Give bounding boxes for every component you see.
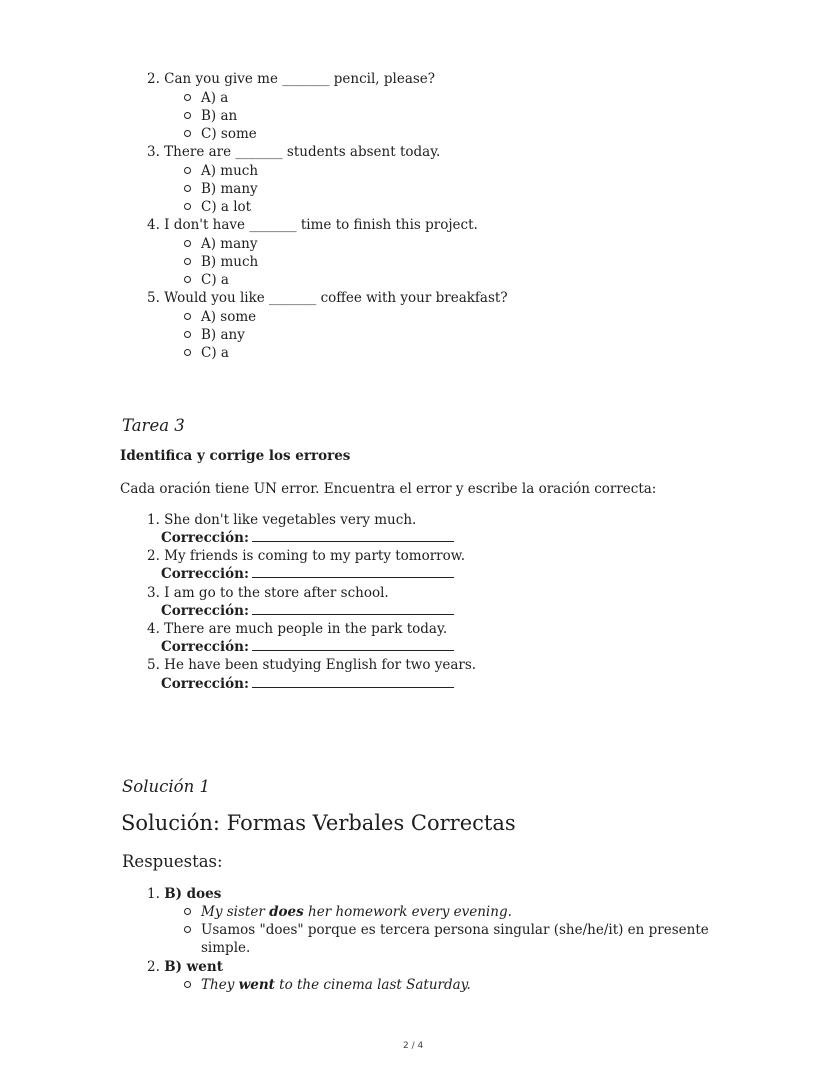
bullet-icon — [184, 276, 191, 283]
bullet-icon — [184, 258, 191, 265]
solution-1-label: Solución 1 — [122, 777, 210, 796]
answer-explanation: Usamos "does" porque es tercera persona singular (she/he/it) en presente — [201, 921, 709, 939]
question-4: 4. I don't have _______ time to finish this project. — [147, 217, 478, 233]
question-3: 3. There are _______ students absent today. — [147, 144, 441, 160]
bullet-icon — [184, 112, 191, 119]
task-3-title: Identifica y corrige los errores — [120, 448, 351, 464]
bullet-icon — [184, 167, 191, 174]
error-sentence: 4. There are much people in the park today. — [147, 621, 448, 637]
answer-example: My sister does her homework every evening. — [201, 903, 512, 921]
option: B) many — [201, 180, 258, 198]
answer-explanation-cont: simple. — [201, 940, 251, 956]
question-2: 2. Can you give me _______ pencil, please? — [147, 71, 436, 87]
question-5: 5. Would you like _______ coffee with your breakfast? — [147, 290, 508, 306]
bullet-icon — [184, 926, 191, 933]
correction-field[interactable]: Corrección: — [161, 529, 454, 547]
answer-example: They went to the cinema last Saturday. — [201, 976, 471, 994]
option: A) a — [201, 89, 228, 107]
bullet-icon — [184, 203, 191, 210]
bullet-icon — [184, 185, 191, 192]
solution-title: Solución: Formas Verbales Correctas — [121, 811, 516, 835]
option: A) many — [201, 235, 257, 253]
error-sentence: 3. I am go to the store after school. — [147, 585, 389, 601]
option: A) some — [201, 308, 256, 326]
bullet-icon — [184, 349, 191, 356]
option: B) any — [201, 326, 245, 344]
bullet-icon — [184, 908, 191, 915]
correction-field[interactable]: Corrección: — [161, 565, 454, 583]
bullet-icon — [184, 130, 191, 137]
option: C) a — [201, 271, 229, 289]
correction-field[interactable]: Corrección: — [161, 675, 454, 693]
option: A) much — [201, 162, 258, 180]
bullet-icon — [184, 240, 191, 247]
error-sentence: 2. My friends is coming to my party tomorrow. — [147, 548, 466, 564]
answer-item: 2. B) went — [147, 959, 223, 975]
bullet-icon — [184, 331, 191, 338]
bullet-icon — [184, 981, 191, 988]
correction-field[interactable]: Corrección: — [161, 638, 454, 656]
error-sentence: 1. She don't like vegetables very much. — [147, 512, 417, 528]
answers-heading: Respuestas: — [122, 852, 223, 871]
option: C) a lot — [201, 198, 251, 216]
page-number: 2 / 4 — [403, 1041, 424, 1051]
option: C) a — [201, 344, 229, 362]
error-sentence: 5. He have been studying English for two years. — [147, 657, 477, 673]
answer-item: 1. B) does — [147, 886, 222, 902]
bullet-icon — [184, 313, 191, 320]
bullet-icon — [184, 94, 191, 101]
option: B) much — [201, 253, 258, 271]
option: C) some — [201, 125, 257, 143]
task-3-instructions: Cada oración tiene UN error. Encuentra el error y escribe la oración correcta: — [120, 481, 657, 497]
task-3-label: Tarea 3 — [122, 416, 185, 435]
option: B) an — [201, 107, 237, 125]
correction-field[interactable]: Corrección: — [161, 602, 454, 620]
